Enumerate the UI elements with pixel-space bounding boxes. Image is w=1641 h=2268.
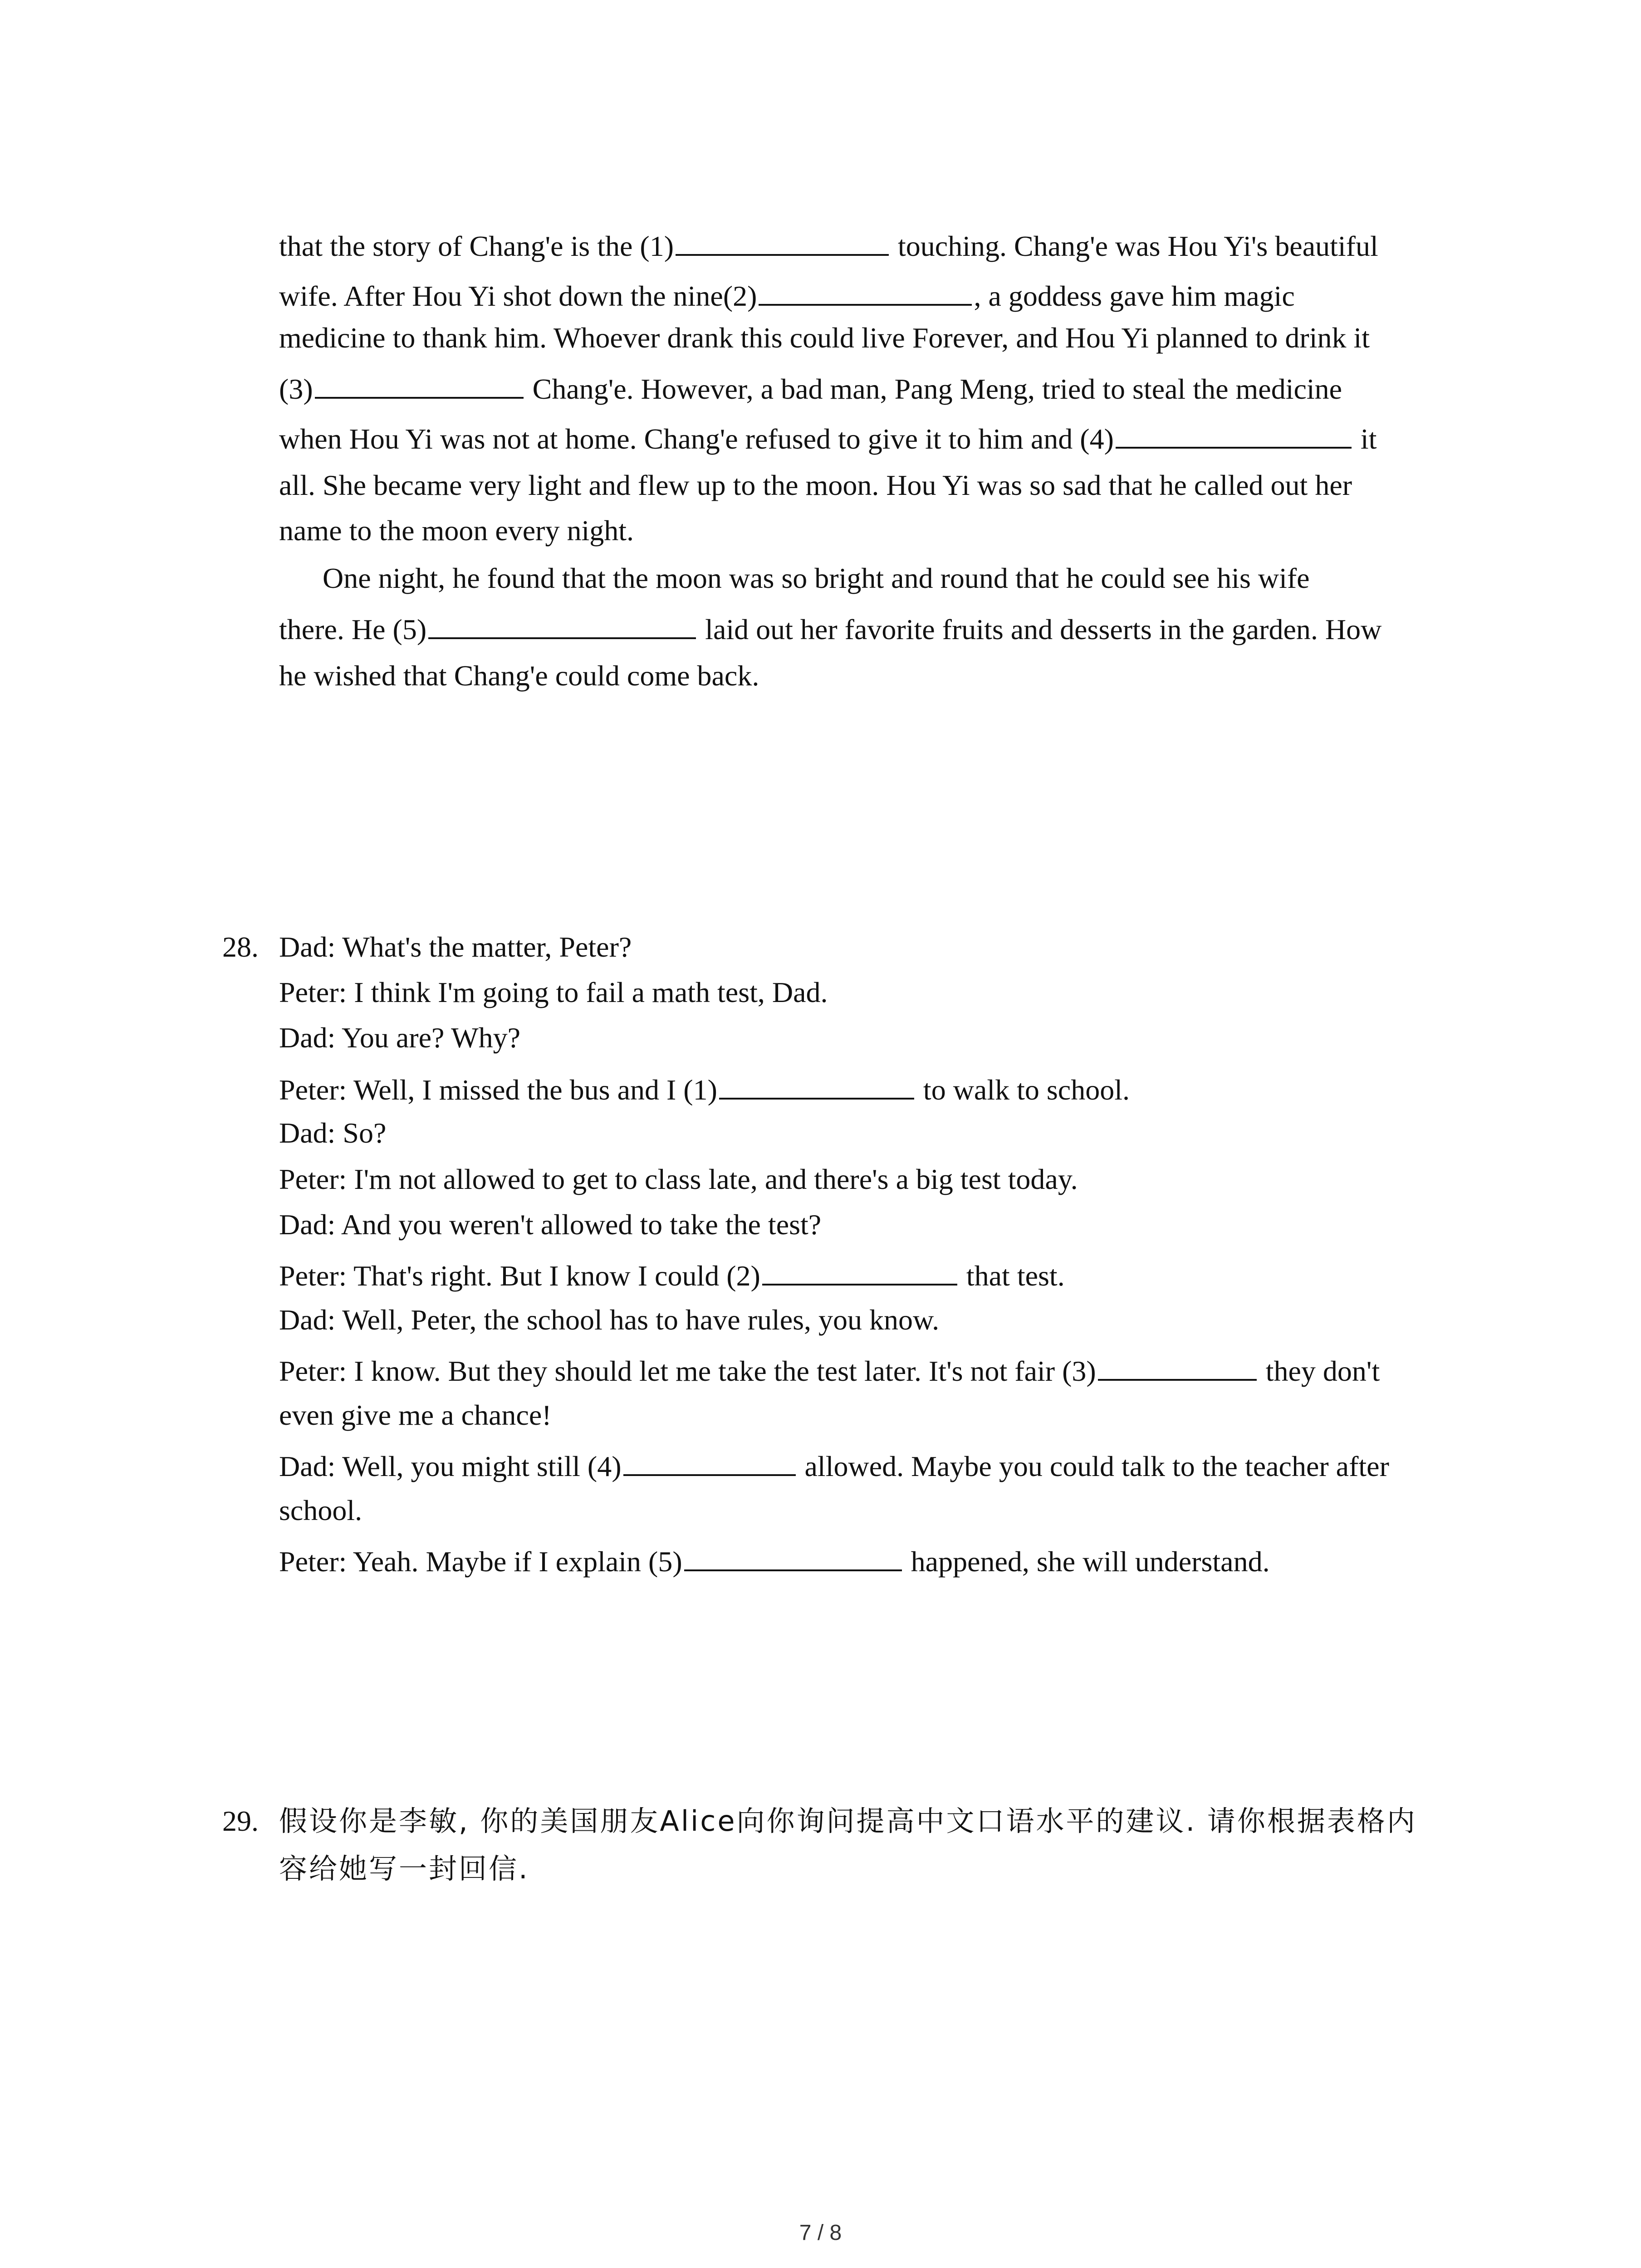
q28-line bbox=[279, 1115, 386, 1151]
answer-blank[interactable] bbox=[1116, 420, 1352, 449]
passage27-line bbox=[279, 658, 759, 694]
line-text: even give me a chance! bbox=[279, 1399, 552, 1431]
answer-blank[interactable] bbox=[759, 277, 972, 306]
answer-blank[interactable] bbox=[1098, 1352, 1257, 1381]
question-text: 容给她写一封回信. bbox=[279, 1852, 529, 1885]
passage27-line bbox=[279, 227, 1378, 263]
q28-line bbox=[279, 1161, 1078, 1198]
q28-line bbox=[279, 1492, 362, 1529]
q28-line bbox=[279, 1207, 821, 1243]
line-text: it bbox=[1353, 423, 1377, 455]
passage27-line bbox=[279, 320, 1370, 356]
passage27-line bbox=[279, 560, 1310, 596]
answer-blank[interactable] bbox=[315, 370, 524, 399]
line-text: that the story of Chang'e is the (1) bbox=[279, 230, 674, 262]
q28-line bbox=[279, 1397, 552, 1433]
line-text: (3) bbox=[279, 373, 313, 405]
line-text: medicine to thank him. Whoever drank this could live Forever, and Hou Yi planned to drink it bbox=[279, 322, 1370, 354]
page-number: 7 / 8 bbox=[799, 2221, 842, 2245]
line-text: Peter: I know. But they should let me take the test later. It's not fair (3) bbox=[279, 1355, 1096, 1387]
answer-blank[interactable] bbox=[762, 1256, 957, 1286]
line-text: Chang'e. However, a bad man, Pang Meng, tried to steal the medicine bbox=[525, 373, 1342, 405]
line-text: Peter: I'm not allowed to get to class late, and there's a big test today. bbox=[279, 1163, 1078, 1195]
q28-line bbox=[279, 1542, 1270, 1579]
passage27-line bbox=[279, 277, 1295, 313]
line-text: to walk to school. bbox=[916, 1074, 1130, 1106]
q28-line bbox=[279, 1070, 1130, 1107]
answer-blank[interactable] bbox=[676, 227, 889, 256]
q28-line bbox=[279, 974, 828, 1011]
line-text: Dad: Well, you might still (4) bbox=[279, 1450, 622, 1482]
line-text: laid out her favorite fruits and desserts in the garden. How bbox=[698, 613, 1382, 645]
line-text: when Hou Yi was not at home. Chang'e refused to give it to him and (4) bbox=[279, 423, 1114, 455]
line-text: wife. After Hou Yi shot down the nine(2) bbox=[279, 280, 757, 312]
line-text: he wished that Chang'e could come back. bbox=[279, 660, 759, 692]
question-text: 假设你是李敏, 你的美国朋友Alice向你询问提高中文口语水平的建议. 请你根据表格内 bbox=[279, 1804, 1417, 1838]
line-text: Peter: Yeah. Maybe if I explain (5) bbox=[279, 1545, 682, 1578]
passage27-line bbox=[279, 610, 1381, 646]
answer-blank[interactable] bbox=[428, 610, 696, 639]
question-number: 29. bbox=[222, 1805, 259, 1837]
answer-blank[interactable] bbox=[623, 1447, 796, 1476]
q28-line bbox=[279, 1256, 1065, 1293]
line-text: touching. Chang'e was Hou Yi's beautiful bbox=[891, 230, 1378, 262]
line-text: Dad: What's the matter, Peter? bbox=[279, 931, 632, 963]
passage27-line bbox=[279, 420, 1376, 456]
line-text: One night, he found that the moon was so bright and round that he could see his wife bbox=[279, 562, 1310, 594]
line-text: allowed. Maybe you could talk to the teacher after bbox=[797, 1450, 1389, 1482]
line-text: all. She became very light and flew up to the moon. Hou Yi was so sad that he called out her bbox=[279, 469, 1352, 501]
line-text: Peter: Well, I missed the bus and I (1) bbox=[279, 1074, 717, 1106]
line-text: Dad: Well, Peter, the school has to have rules, you know. bbox=[279, 1304, 940, 1336]
line-text: they don't bbox=[1258, 1355, 1380, 1387]
q28-line bbox=[279, 1020, 520, 1056]
passage27-line bbox=[279, 467, 1352, 503]
q28-line bbox=[279, 1302, 939, 1338]
line-text: Peter: That's right. But I know I could (2) bbox=[279, 1260, 760, 1292]
line-text: school. bbox=[279, 1494, 362, 1526]
line-text: , a goddess gave him magic bbox=[974, 280, 1295, 312]
line-text: Dad: And you weren't allowed to take the test? bbox=[279, 1208, 822, 1241]
q28-line bbox=[279, 1352, 1380, 1388]
line-text: Dad: So? bbox=[279, 1117, 387, 1149]
passage27-line bbox=[279, 370, 1342, 406]
question-number: 28. bbox=[222, 931, 259, 963]
line-text: Peter: I think I'm going to fail a math test, Dad. bbox=[279, 976, 828, 1008]
line-text: name to the moon every night. bbox=[279, 514, 634, 547]
passage27-line bbox=[279, 513, 634, 549]
q28-line bbox=[279, 929, 632, 965]
line-text: that test. bbox=[959, 1260, 1065, 1292]
answer-blank[interactable] bbox=[719, 1070, 914, 1100]
line-text: Dad: You are? Why? bbox=[279, 1022, 521, 1054]
line-text: happened, she will understand. bbox=[903, 1545, 1270, 1578]
line-text: there. He (5) bbox=[279, 613, 427, 645]
answer-blank[interactable] bbox=[684, 1542, 902, 1571]
q28-line bbox=[279, 1447, 1389, 1483]
